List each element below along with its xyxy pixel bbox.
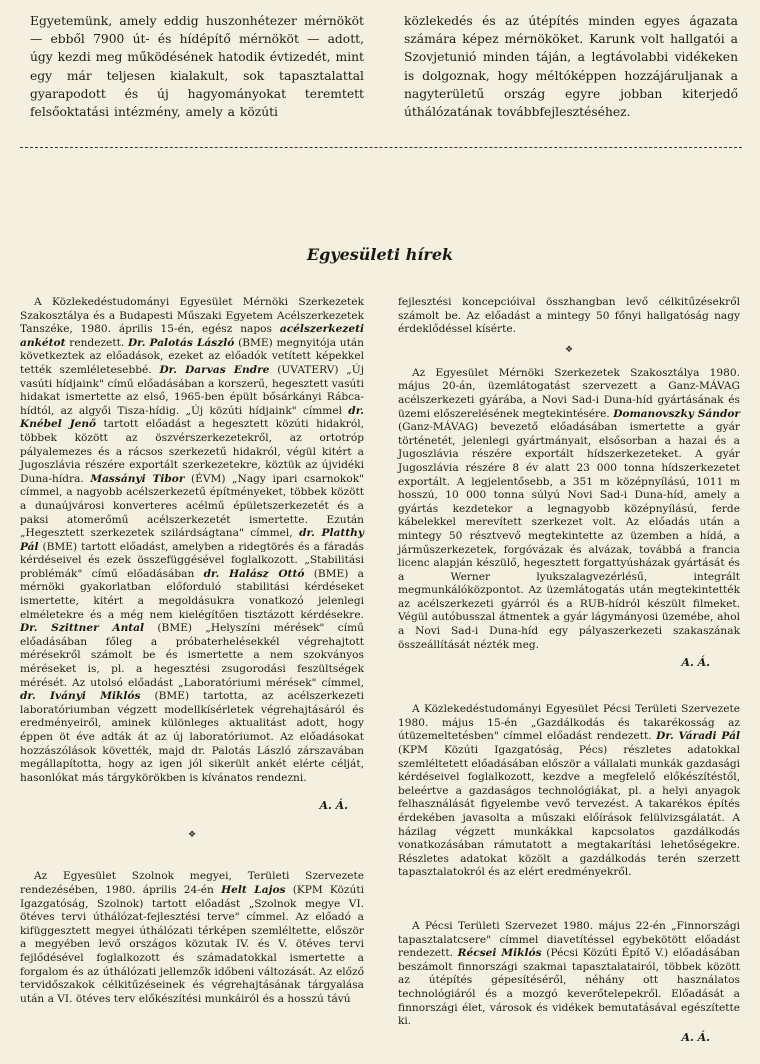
article-text: (BME) megnyitója után következtek az előadások, ezeket az előadók vetített képekkel tették szemléletesebbé. xyxy=(20,336,364,376)
person-name: dr. Iványi Miklós xyxy=(20,690,141,703)
article-text: Az Egyesület Mérnöki Szerkezetek Szakosztálya 1980. május 20-án, üzemlátogatást szervezett a Ganz-MÁVAG acélszerkezeti gyárába, a Novi Sad-i Duna-híd gyártásának és üzemi előszerelésének megtekintésére. xyxy=(398,366,740,420)
separator-ornament: ❖ xyxy=(187,830,197,841)
article-text: (ÉVM) „Nagy ipari csarnokok" címmel, a nagyobb acélszerkezetű építményeket, többek között a dunaújvárosi konverteres acélmű épületszerkezetét és a paksi atomerőmű acélszerkezetét ismertette. Ezután „Hegesztett szerkezetek szilárdságtana" címmel, xyxy=(20,472,364,540)
article-text: A Közlekedéstudományi Egyesület Mérnöki Szerkezetek Szakosztálya és a Budapesti Műszaki Egyetem Acélszerkezetek Tanszéke, 1980. április 15-én, egész napos xyxy=(20,296,364,336)
article-text: (BME) tartotta, az acélszerkezeti laboratóriumban végzett modellkísérletek végrehajtásáról és eredményeiről, aminek különleges aktualitást adott, hogy éppen öt éve adták át az új laboratóriumot. Az előadásokat hozzászólások követték, majd dr. Palotás László zárszavában megállapította, hogy az igen jól sikerült ankét elérte célját, hasonlókat más tárgykörökben is kívánatos rendezni. xyxy=(20,690,364,784)
person-name: Récsei Miklós xyxy=(457,947,542,960)
person-name: dr. Knébel Jenő xyxy=(20,404,364,431)
person-name: Dr. Szittner Antal xyxy=(20,622,145,635)
article-signature: A. Á. xyxy=(319,799,348,813)
article-signature: A. Á. xyxy=(681,656,710,670)
separator-ornament: ❖ xyxy=(564,344,574,355)
article-text: (BME) a mérnöki gyakorlatban előforduló stabilitási kérdéseket ismertette, kitért a megoldásukra vonatkozó jelenlegi elméletekre és a még nem kielégítően tisztázott kérdésekre. xyxy=(20,567,364,621)
intro-right-paragraph: közlekedés és az útépítés minden egyes ágazata számára képez mérnököket. Karunk volt hallgatói a Szovjetunió minden táján, a legtávolabbi vidékeken is dolgoznak, hogy méltóképpen hozzájáruljanak a nagyterületű ország egyre jobban kiterjedő úthálózatának továbbfejlesztéséhez. xyxy=(404,14,738,120)
article-text: rendezett. xyxy=(65,336,128,349)
person-name: dr. Halász Ottó xyxy=(203,567,305,580)
article-szolnok-continued: fejlesztési koncepcióival összhangban levő célkitűzésekről számolt be. Az előadást a mintegy 50 főnyi hallgatóság nagy érdeklődéssel kísérte. xyxy=(398,296,740,336)
article-text: tartott előadást a hegesztett közúti hidakról, többek között az öszvérszerkezetekről, az ortotróp pályalemezes és a rácsos szerkezetű hidakról, végül kitért a Jugoszlávia részére exportált szerkezetekre, köztük az újvidéki Duna-hídra. xyxy=(20,418,364,485)
person-name: Helt Lajos xyxy=(221,883,286,896)
event-title: acélszerkezeti ankétot xyxy=(20,323,364,349)
article-text: (BME) tartott előadást, amelyben a ridegtörés és a fáradás kérdéseivel és ezek összefüggésével foglalkozott. „Stabilitási problémák" című előadásában xyxy=(20,540,364,580)
left-column xyxy=(20,296,364,1006)
person-name: dr. Platthy Pál xyxy=(20,527,364,553)
article-text: (Pécsi Közúti Építő V.) előadásában beszámolt finnországi szakmai tapasztalatairól, többek között az útépítés gépesítéséről, néhány ott használatos technológiáról és a mozgó keverőtelepekről. Előadását a finnországi élet, városok és vidékek bemutatásával egészítette ki. xyxy=(398,947,741,1028)
article-text: Az Egyesület Szolnok megyei, Területi Szervezete rendezésében, 1980. április 24-én xyxy=(20,870,364,896)
article-text: (BME) „Helyszíni mérések" című előadásában főleg a próbaterhelésekkél végrehajtott mérésekről számolt be és ismertette a nem szokványos méréseket is, pl. a hegesztési zsugorodási feszültségek mérését. Az utolsó előadást „Laboratóriumi mérések" címmel, xyxy=(20,622,364,689)
person-name: Dr. Váradi Pál xyxy=(656,730,740,743)
article-ankét xyxy=(20,296,364,785)
intro-left-paragraph: Egyetemünk, amely eddig huszonhétezer mérnököt — ebből 7900 út- és hídépítő mérnököt — adott, úgy kezdi meg működésének hatodik évtizedét, mint egy már teljesen kialakult, sok tapasztalattal gyarapodott és új hagyományokat teremtett felsőoktatási intézmény, amely a közúti xyxy=(30,14,364,120)
article-signature: A. Á. xyxy=(681,1030,710,1044)
article-text: A Pécsi Területi Szervezet 1980. május 22-én „Finnországi tapasztalatcsere" címmel diavetítéssel egybekötött előadást rendezett. xyxy=(398,919,740,960)
article-text: (Ganz-MÁVAG) bevezető előadásában ismertette a gyár történetét, jelenlegi gyártmányait, elsősorban a hazai és a Jugoszlávia részére exportált hídszerkezeteket. A gyár Jugoszlávia részére 8 év alatt 23 000 tonna hídszerkezetet exportált. A legjelentősebb, a 351 m középnyílású, 1011 m hosszú, 10 000 tonna súlyú Novi Sad-i Duna-híd, amely a gyártás kezdetekor a legnagyobb középnyílású, ferde kábelekkel merevített szerkezet volt. Az előadás után a mintegy 50 résztvevő megtekintette az üzemben a hídá, a járműszerkezetek, forgóvázak és alvázak, továbbá a francia licenc alapján készülő, hegesztett forgattyúsházak gyártását és a Werner lyukszalagvezérlésű, integrált megmunkálóközpontot. Az üzemlátogatás után megtekintették az acélszerkezeti gyárról és a RUB-hídról készült filmeket. Végül autóbusszal átmentek a gyár lágymányosi üzemébe, ahol a Novi Sad-i Duna-híd egy pályaszerkezeti szakaszának összeállítását nézték meg. xyxy=(398,421,740,651)
section-divider xyxy=(20,147,742,148)
article-ganz-mavag xyxy=(398,367,740,652)
article-pecs-finnorszag xyxy=(398,920,740,1029)
article-szolnok xyxy=(20,870,364,1006)
person-name: Massányi Tibor xyxy=(90,472,185,485)
article-text: (KPM Közúti Igazgatóság, Szolnok) tartott előadást „Szolnok megye VI. ötéves tervi úthálózat-fejlesztési terve" címmel. Az előadó a kifüggesztett megyei úthálózati térképen szemléltette, először a megyében levő országos közutak IV. és V. ötéves tervi fejlődésével foglalkozott és számadatokkal ismertette a forgalom és az úthálózati jellemzők időbeni változását. Az előző tervidőszakok célkitűzéseinek és végrehajtásának tárgyalása után a VI. ötéves terv előkészítési munkáiról és a hosszú távú xyxy=(20,883,364,1005)
article-pecs-gazdalkodas xyxy=(398,703,740,880)
person-name: Dr. Palotás László xyxy=(127,336,235,349)
section-title: Egyesületi hírek xyxy=(306,245,454,264)
right-column xyxy=(398,296,740,1044)
article-text: A Közlekedéstudományi Egyesület Pécsi Területi Szervezete 1980. május 15-én „Gazdálkodás és takarékosság az útüzemeltetésben" címmel előadást rendezett. xyxy=(398,703,740,743)
article-text: (UVATERV) „Új vasúti hídjaink" című előadásában a korszerű, hegesztett vasúti hidakat ismertette az első, 1965-ben épült bősárkányi Rábca-hídtól, az algyői Tisza-hídig. „Új közúti hídjaink" címmel xyxy=(20,363,365,417)
person-name: Dr. Darvas Endre xyxy=(159,363,270,376)
person-name: Domanovszky Sándor xyxy=(613,407,740,420)
article-text: (KPM Közúti Igazgatóság, Pécs) részletes adatokkal szemléltetett előadásában először a vállalati munkák gazdasági kérdéseivel foglalkozott, kezdve a megfelelő előkészítéstől, beleértve a gazdaságos technológiákat, pl. a helyi anyagok felhasználását figyelembe vevő tervezést. A takarékos építés érdekében javasolta a műszaki előírások felülvizsgálatát. A házilag végzett munkákkal kapcsolatos gazdálkodás vonatkozásában rámutatott a megtakarítási lehetőségekre. Részletes adatokat közölt a gazdálkodás terén szerzett tapasztalatokról és az elért eredményekről. xyxy=(398,744,740,879)
